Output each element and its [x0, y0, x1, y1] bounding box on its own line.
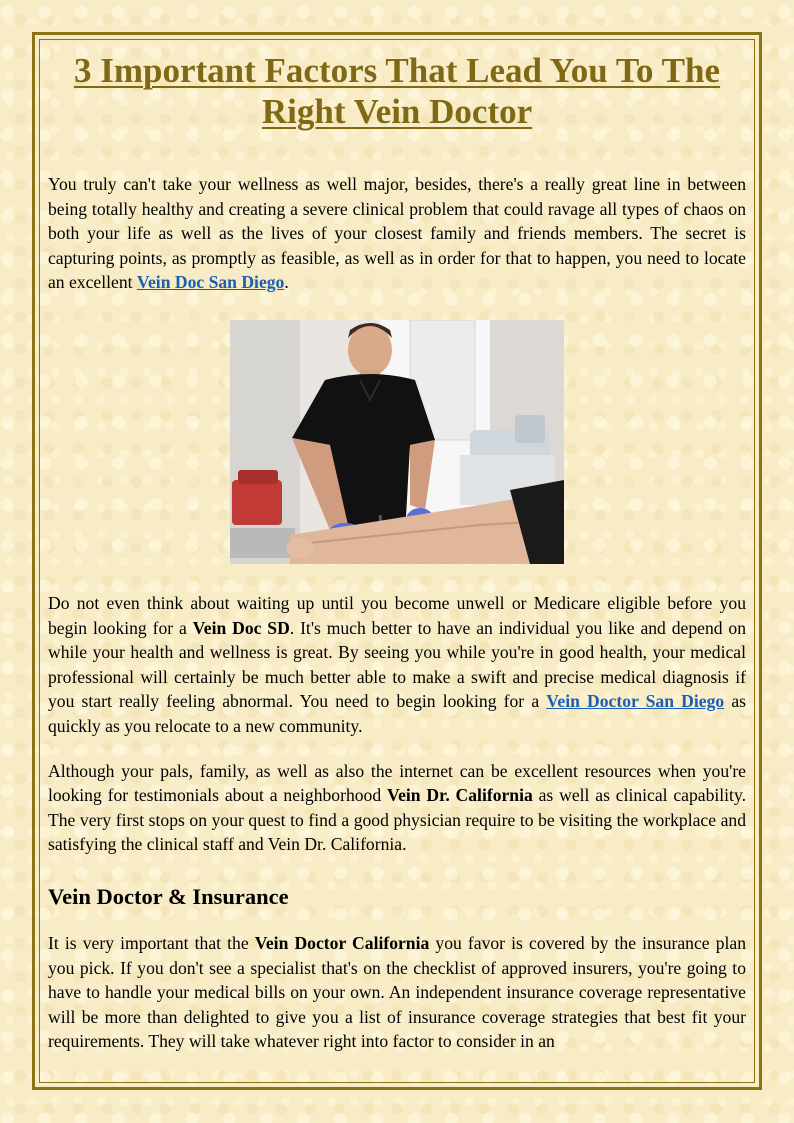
p2-bold-term: Vein Doc SD [192, 617, 290, 638]
insurance-heading: Vein Doctor & Insurance [48, 883, 289, 909]
p4-text-2: you favor is covered by the insurance plan you pick. If you don't see a specialist that's on the checklist of approved insurers, you're going to have to handle your medical bills on your own. An independent insurance coverage representative will be more than delighted to give you a list of insurance coverage strategies that best fit your requirements. They will take whatever right into factor to consider in an [48, 932, 746, 1052]
p4-bold-term: Vein Doctor California [254, 932, 430, 953]
page-title: 3 Important Factors That Lead You To The Right Vein Doctor [74, 51, 720, 131]
p3-text-1: Although your pals, family, as well as also the internet can be excellent resources when you're looking for testimonials about a neighborhood [48, 760, 746, 806]
intro-text: You truly can't take your wellness as well major, besides, there's a really great line in between being totally healthy and creating a severe clinical problem that could ravage all types of chaos on both your life as well as the lives of your closest family and friends members. The secret is capturing points, as promptly as feasible, as well as in order for that to happen, you need to locate an excellent [48, 174, 746, 293]
vein-doc-san-diego-link[interactable]: Vein Doc San Diego [136, 272, 285, 293]
insurance-paragraph [48, 931, 746, 1054]
intro-paragraph [48, 172, 746, 295]
intro-end: . [284, 272, 289, 293]
p2-text-1: Do not even think about waiting up until you become unwell or Medicare eligible before you begin looking for a [48, 592, 746, 638]
p3-bold-term: Vein Dr. California [387, 785, 533, 806]
p3-text-2: as well as clinical capability. The very first stops on your quest to find a good physician require to be visiting the workplace and satisfying the clinical staff and Vein Dr. California. [48, 785, 747, 855]
p2-text-3: as quickly as you relocate to a new community. [48, 691, 746, 736]
doctor-photo-illustration [230, 320, 564, 564]
doctor-photo [230, 320, 564, 564]
document-body [48, 48, 746, 1054]
vein-doctor-san-diego-link[interactable]: Vein Doctor San Diego [546, 691, 725, 712]
waiting-paragraph [48, 591, 746, 739]
testimonials-paragraph [48, 759, 746, 857]
p2-text-2: . It's much better to have an individual you like and depend on while your health and wellness is great. By seeing you while you're in good health, your medical professional will certainly be much better able to make a swift and precise medical diagnosis if you start really feeling abnormal. You need to begin looking for a [48, 617, 746, 712]
p4-text-1: It is very important that the [48, 932, 255, 953]
